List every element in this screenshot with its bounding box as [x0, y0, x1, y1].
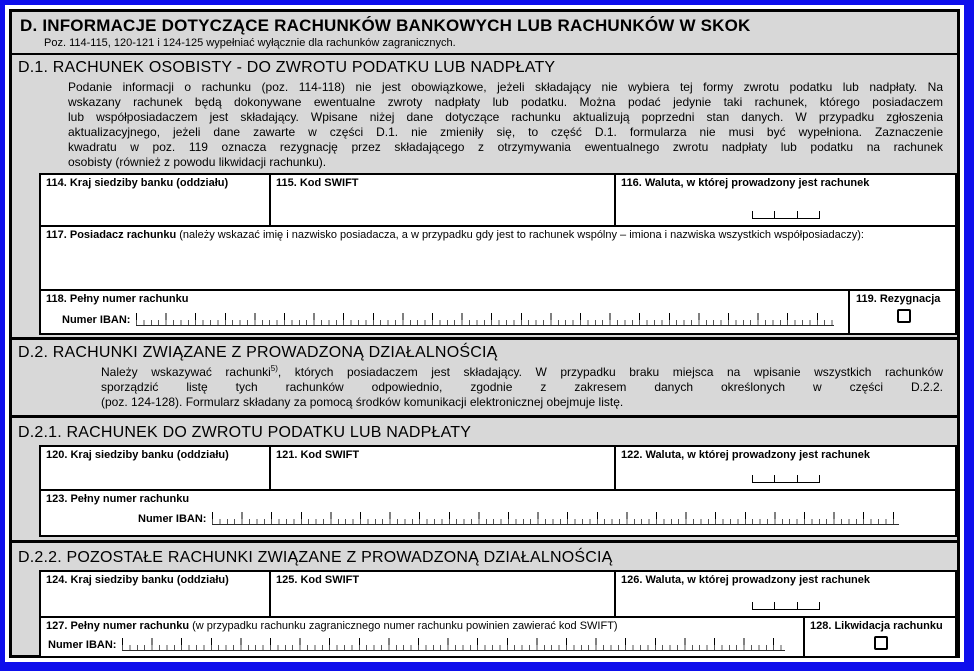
table-row: [41, 616, 955, 656]
field-126-currency-comb[interactable]: [752, 602, 820, 610]
field-123-cell[interactable]: [41, 491, 955, 535]
section-d22-title: D.2.2. POZOSTAŁE RACHUNKI ZWIĄZANE Z PROWADZONĄ DZIAŁALNOŚCIĄ: [18, 549, 613, 566]
section-d22: [12, 543, 957, 570]
table-row: [41, 447, 955, 489]
field-119-checkbox[interactable]: [897, 309, 911, 323]
field-120-cell[interactable]: [41, 447, 269, 489]
field-128-checkbox[interactable]: [874, 636, 888, 650]
section-d2-note: [101, 365, 943, 410]
section-d2-title: D.2. RACHUNKI ZWIĄZANE Z PROWADZONĄ DZIAŁALNOŚCIĄ: [18, 344, 498, 361]
field-125-label: 125. Kod SWIFT: [276, 574, 360, 586]
field-116-cell[interactable]: [614, 175, 955, 225]
field-122-currency-comb[interactable]: [752, 475, 820, 483]
note-line: Podanie informacji o rachunku (poz. 114-118) nie jest obowiązkowe, jeżeli składający nie wybiera tej formy zwrotu podatku lub nadpłaty. Na: [68, 80, 943, 94]
comb-box: [774, 475, 796, 483]
field-127-label-rest: (w przypadku rachunku zagranicznego numer rachunku powinien zawierać kod SWIFT): [192, 620, 618, 632]
iban-line: [48, 638, 785, 651]
field-117-label-rest: (należy wskazać imię i nazwisko posiadacza, a w przypadku gdy jest to rachunek wspólny – imiona i nazwiska wszystkich współposiadaczy):: [179, 229, 864, 241]
field-126-cell[interactable]: [614, 572, 955, 616]
field-122-label: 122. Waluta, w której prowadzony jest rachunek: [621, 449, 870, 461]
field-128-label: 128. Likwidacja rachunku: [810, 620, 943, 632]
table-row: [41, 289, 955, 333]
comb-box: [774, 211, 796, 219]
footnote-ref: 5): [270, 364, 278, 373]
field-120-label: 120. Kraj siedziby banku (oddziału): [46, 449, 229, 461]
note-text: Należy wskazywać rachunki: [101, 365, 271, 379]
section-d-subtitle: Poz. 114-115, 120-121 i 124-125 wypełniać wyłącznie dla rachunków zagranicznych.: [44, 37, 456, 49]
page-margin: [5, 5, 964, 662]
note-line: (poz. 124-128). Formularz składany za pomocą środków komunikacji elektronicznej obejmuje listę.: [101, 395, 624, 409]
field-116-label: 116. Waluta, w której prowadzony jest rachunek: [621, 177, 870, 189]
comb-box: [752, 475, 774, 483]
field-114-label: 114. Kraj siedziby banku (oddziału): [46, 177, 229, 189]
field-119-cell: [848, 291, 955, 333]
d22-table: [39, 570, 957, 658]
table-row: [41, 489, 955, 535]
iban-label: Numer IBAN:: [48, 639, 117, 651]
note-line: osobisty (również z powodu likwidacji rachunku).: [68, 155, 327, 169]
form-section-d: [9, 9, 960, 658]
section-d-header: [12, 12, 957, 55]
field-121-label: 121. Kod SWIFT: [276, 449, 360, 461]
section-d2: [12, 340, 957, 418]
field-116-currency-comb[interactable]: [752, 211, 820, 219]
comb-box: [797, 475, 820, 483]
field-114-cell[interactable]: [41, 175, 269, 225]
iban-label: Numer IBAN:: [62, 314, 131, 326]
section-d21-title: D.2.1. RACHUNEK DO ZWROTU PODATKU LUB NADPŁATY: [18, 424, 472, 441]
iban-line: [138, 512, 899, 525]
field-121-cell[interactable]: [269, 447, 614, 489]
comb-box: [797, 602, 820, 610]
field-115-label: 115. Kod SWIFT: [276, 177, 359, 189]
field-118-iban-comb[interactable]: [136, 313, 834, 326]
field-115-cell[interactable]: [269, 175, 614, 225]
field-117-label: [46, 229, 951, 242]
iban-label: Numer IBAN:: [138, 513, 207, 525]
table-row: [41, 225, 955, 289]
field-127-label-bold: 127. Pełny numer rachunku: [46, 620, 190, 632]
section-d21: [12, 418, 957, 445]
field-124-cell[interactable]: [41, 572, 269, 616]
table-row: [41, 175, 955, 225]
field-127-label: [46, 620, 799, 633]
section-d1: [12, 55, 957, 173]
field-117-label-bold: 117. Posiadacz rachunku: [46, 229, 177, 241]
note-line: sporządzić listę tych rachunków odpowiednio, zgodnie z zakresem danych określonych w części D.2.2.: [101, 380, 943, 394]
note-line: aktualizacyjnego, jeżeli dane zawarte w części D.1. nie zmieniły się, to część D.1. formularza nie musi być wypełniona. Zaznaczenie: [68, 125, 943, 139]
table-row: [41, 572, 955, 616]
d1-table: [39, 173, 957, 335]
note-line: lub współposiadaczem jest składający. Wpisane niżej dane dotyczące rachunku aktualizują poprzedni stan danych. W przypadku zgłoszenia: [68, 110, 943, 124]
comb-box: [797, 211, 820, 219]
field-117-cell[interactable]: [41, 227, 955, 289]
field-122-cell[interactable]: [614, 447, 955, 489]
field-123-label: 123. Pełny numer rachunku: [46, 493, 190, 505]
field-125-cell[interactable]: [269, 572, 614, 616]
field-128-cell: [803, 618, 955, 656]
note-line: wskazany rachunek będą dokonywane ewentualne zwroty nadpłaty lub podatku. Można podać jedynie taki rachunek, którego posiadaczem: [68, 95, 943, 109]
field-124-label: 124. Kraj siedziby banku (oddziału): [46, 574, 229, 586]
field-127-iban-comb[interactable]: [122, 638, 785, 651]
note-line: [101, 365, 943, 380]
section-d1-note: [68, 80, 943, 170]
note-line: kwadratu w poz. 119 oznacza rezygnację przez składającego z otrzymywania ewentualnego zwrotu nadpłaty lub podatku na rachunek: [68, 140, 943, 154]
field-127-cell[interactable]: [41, 618, 803, 656]
note-text: , których posiadaczem jest składający. W przypadku braku miejsca na wpisanie wszystkich rachunków: [277, 365, 943, 379]
section-d1-title: D.1. RACHUNEK OSOBISTY - DO ZWROTU PODATKU LUB NADPŁATY: [18, 59, 556, 76]
iban-line: [62, 313, 834, 326]
comb-box: [774, 602, 796, 610]
field-126-label: 126. Waluta, w której prowadzony jest rachunek: [621, 574, 870, 586]
d21-table: [39, 445, 957, 537]
section-d-title: D. INFORMACJE DOTYCZĄCE RACHUNKÓW BANKOWYCH LUB RACHUNKÓW W SKOK: [20, 16, 751, 35]
field-123-iban-comb[interactable]: [212, 512, 899, 525]
field-118-label: 118. Pełny numer rachunku: [46, 293, 189, 305]
field-118-cell[interactable]: [41, 291, 848, 333]
comb-box: [752, 211, 774, 219]
field-119-label: 119. Rezygnacja: [856, 293, 941, 305]
comb-box: [752, 602, 774, 610]
